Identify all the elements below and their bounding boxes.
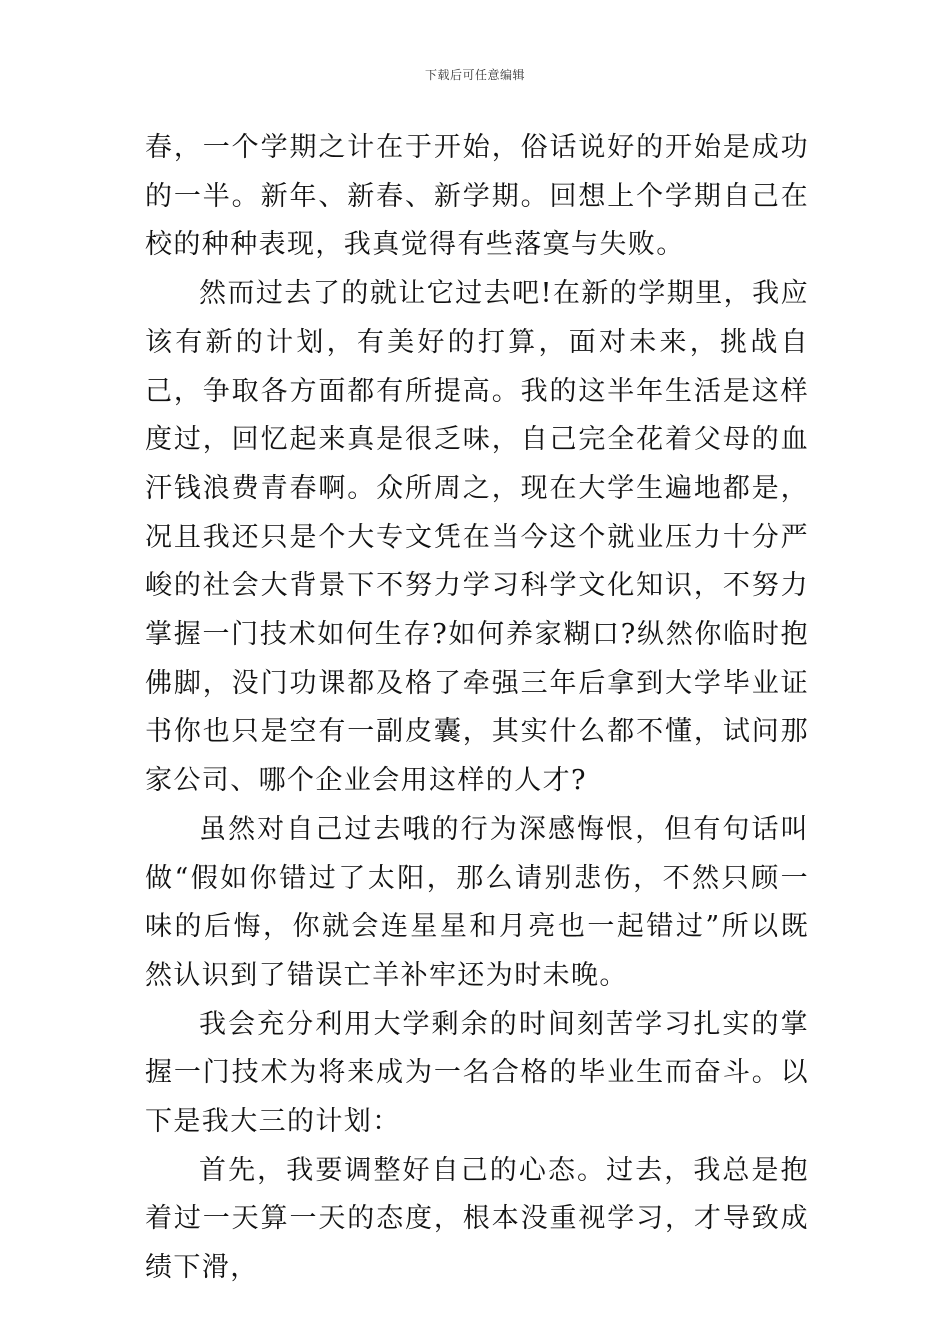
paragraph-3: 虽然对自己过去哦的行为深感悔恨，但有句话叫做“假如你错过了太阳，那么请别悲伤，不然只顾一味的后悔，你就会连星星和月亮也一起错过”所以既然认识到了错误亡羊补牢还为时未晚。 (145, 813, 809, 991)
paragraph-4: 我会充分利用大学剩余的时间刻苦学习扎实的掌握一门技术为将来成为一名合格的毕业生而奋斗。以下是我大三的计划： (145, 1008, 809, 1138)
header-note: 下载后可任意编辑 (424, 68, 525, 82)
document-body (145, 124, 809, 1293)
paragraph-1: 春，一个学期之计在于开始，俗话说好的开始是成功的一半。新年、新春、新学期。回想上个学期自己在校的种种表现，我真觉得有些落寞与失败。 (145, 132, 809, 261)
paragraph-5: 首先，我要调整好自己的心态。过去，我总是抱着过一天算一天的态度，根本没重视学习，才导致成绩下滑， (145, 1154, 809, 1284)
paragraph-2: 然而过去了的就让它过去吧!在新的学期里，我应该有新的计划，有美好的打算，面对未来，挑战自己，争取各方面都有所提高。我的这半年生活是这样度过，回忆起来真是很乏味，自己完全花着父母的血汗钱浪费青春啊。众所周之，现在大学生遍地都是，况且我还只是个大专文凭在当今这个就业压力十分严峻的社会大背景下不努力学习科学文化知识，不努力掌握一门技术如何生存?如何养家糊口?纵然你临时抱佛脚，没门功课都及格了牵强三年后拿到大学毕业证书你也只是空有一副皮囊，其实什么都不懂，试问那家公司、哪个企业会用这样的人才? (145, 278, 809, 797)
